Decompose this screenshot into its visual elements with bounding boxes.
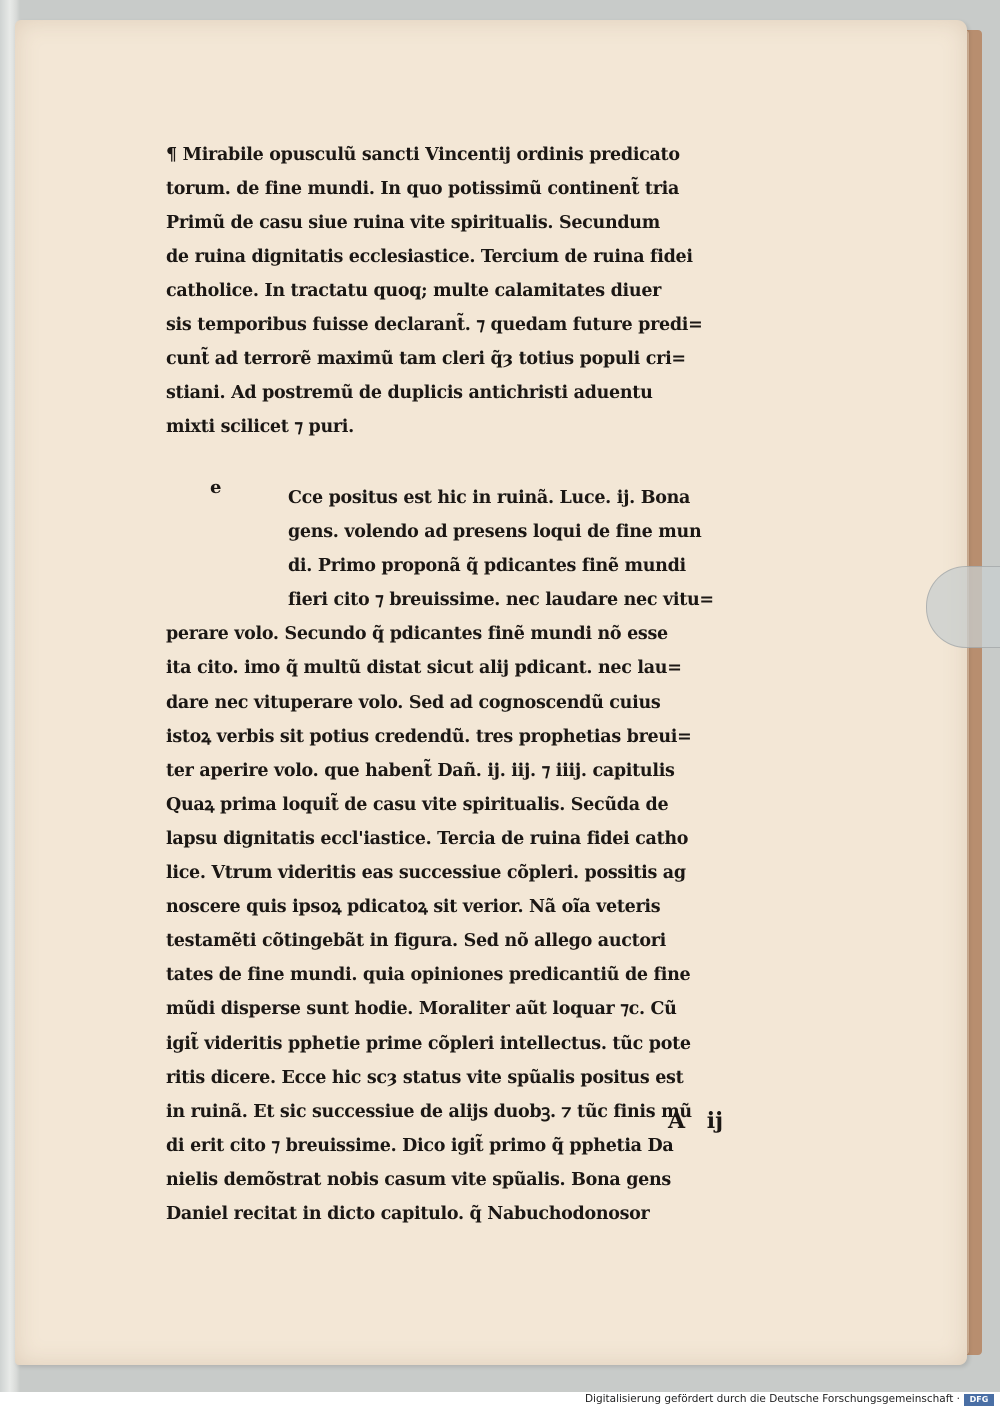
body-line: dare nec vituperare volo. Sed ad cognoscendũ cuius bbox=[166, 692, 661, 713]
body-line: in ruinã. Et sic successiue de alijs duobꝫ. ⁊ tũc finis mũ bbox=[166, 1101, 692, 1122]
body-line: gens. volendo ad presens loqui de fine mun bbox=[288, 522, 702, 543]
body-line: di erit cito ⁊ breuissime. Dico igit̃ primo q̃ pphetia Da bbox=[166, 1135, 674, 1156]
body-line: testamẽti cõtingebãt in figura. Sed nõ allego auctori bbox=[166, 931, 667, 952]
body-line: di. Primo proponã q̃ pdicantes finẽ mundi bbox=[288, 556, 686, 577]
body-line: lice. Vtrum videritis eas successiue cõpleri. possitis ag bbox=[166, 863, 686, 884]
body-line: Quaꝝ prima loquit̃ de casu vite spiritualis. Secũda de bbox=[166, 794, 669, 815]
body-line: tates de fine mundi. quia opiniones predicantiũ de fine bbox=[166, 965, 691, 986]
body-line: mũdi disperse sunt hodie. Moraliter aũt loquar ⁊c. Cũ bbox=[166, 999, 677, 1020]
heading-paragraph bbox=[166, 138, 790, 444]
body-line: lapsu dignitatis eccl'iastice. Tercia de ruina fidei catho bbox=[166, 828, 689, 849]
signature-mark: A ij bbox=[668, 1108, 724, 1134]
text-block bbox=[166, 138, 790, 1231]
body-line: Cce positus est hic in ruinã. Luce. ij. Bona bbox=[288, 488, 691, 508]
body-line: igit̃ videritis pphetie prime cõpleri intellectus. tũc pote bbox=[166, 1033, 691, 1054]
body-line: fieri cito ⁊ breuissime. nec laudare nec vitu= bbox=[288, 590, 714, 611]
heading-line: stiani. Ad postremũ de duplicis antichristi aduentu bbox=[166, 383, 653, 403]
heading-line: sis temporibus fuisse declarant̃. ⁊ quedam future predi= bbox=[166, 315, 703, 335]
body-line: noscere quis ipsoꝝ pdicatoꝝ sit verior. Nã oĩa veteris bbox=[166, 897, 661, 918]
body-line: Daniel recitat in dicto capitulo. q̃ Nabuchodonosor bbox=[166, 1203, 650, 1224]
body-line: perare volo. Secundo q̃ pdicantes finẽ mundi nõ esse bbox=[166, 624, 668, 645]
heading-line: Primũ de casu siue ruina vite spiritualis. Secundum bbox=[166, 213, 660, 233]
heading-line: ¶ Mirabile opusculũ sancti Vincentij ordinis predicato bbox=[166, 145, 680, 165]
heading-line: torum. de fine mundi. In quo potissimũ continent̃ tria bbox=[166, 179, 680, 199]
footer-strip bbox=[0, 1392, 1000, 1409]
body-line: ritis dicere. Ecce hic scȝ status vite spũalis positus est bbox=[166, 1067, 684, 1088]
margin-guide-letter: e bbox=[210, 477, 222, 498]
heading-line: catholice. In tractatu quoq; multe calamitates diuer bbox=[166, 281, 662, 301]
body-line: nielis demõstrat nobis casum vite spũalis. Bona gens bbox=[166, 1169, 671, 1190]
heading-line: cunt̃ ad terrorẽ maximũ tam cleri q̃ȝ totius populi cri= bbox=[166, 349, 686, 369]
heading-line: de ruina dignitatis ecclesiastice. Tercium de ruina fidei bbox=[166, 247, 693, 267]
page-clip bbox=[926, 566, 1000, 648]
body-line: ita cito. imo q̃ multũ distat sicut alij pdicant. nec lau= bbox=[166, 658, 682, 679]
body-line: ter aperire volo. que habent̃ Dañ. ij. iij. ⁊ iiij. capitulis bbox=[166, 760, 675, 781]
body-line: istoꝝ verbis sit potius credendũ. tres prophetias breui= bbox=[166, 726, 692, 747]
heading-line: mixti scilicet ⁊ puri. bbox=[166, 417, 354, 437]
dfg-logo-icon: DFG bbox=[964, 1394, 994, 1406]
funding-credit: Digitalisierung gefördert durch die Deutsche Forschungsgemeinschaft · bbox=[584, 1393, 960, 1405]
